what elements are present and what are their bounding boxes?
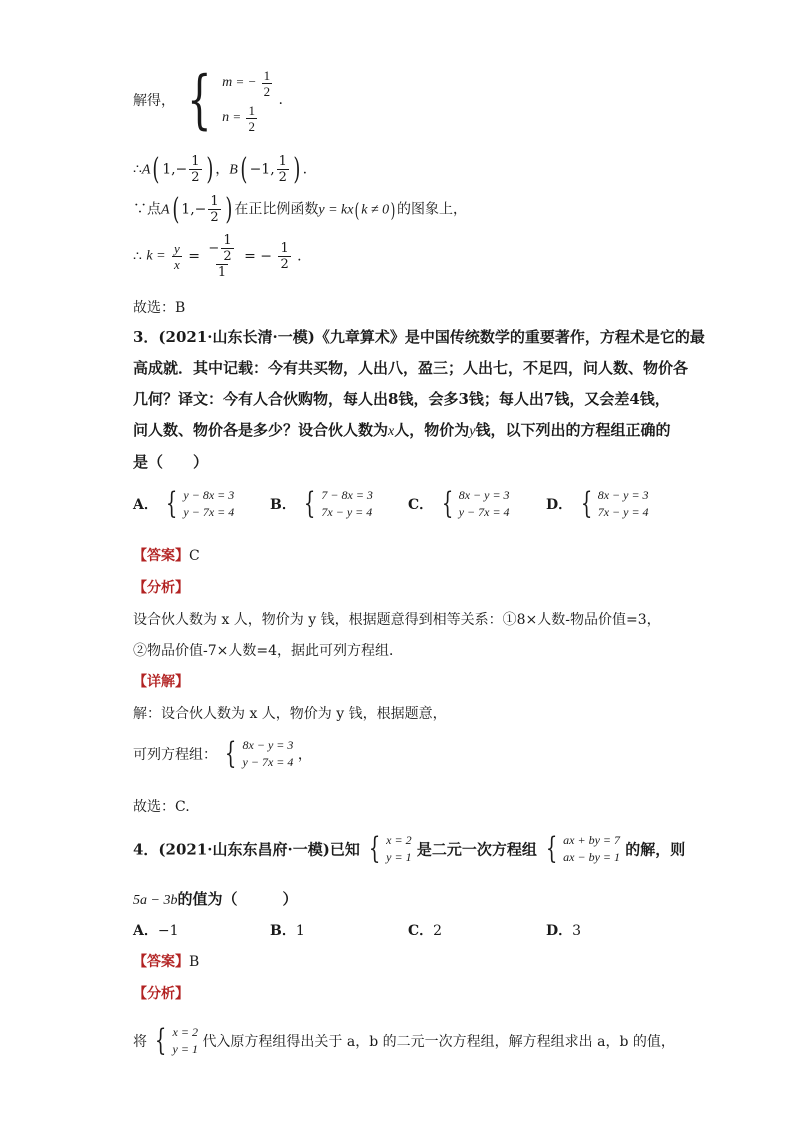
q4-line-2: 5a − 3b的值为（ ） [133,890,298,908]
q3-answer: C [189,548,200,564]
q4-option-d: D．3 [546,923,582,939]
q4-option-a: A．−1 [133,923,179,939]
q3-analysis-tag: 【分析】 [133,580,189,596]
q3-line-2: 高成就．其中记载：今有共买物，人出八，盈三；人出七，不足四，问人数、物价各 [133,359,689,377]
q3-detail-1: 解：设合伙人数为 x 人，物价为 y 钱，根据题意， [133,706,447,722]
q4-analysis-tag: 【分析】 [133,986,189,1002]
q3-option-a: A． { y − 8x = 3 y − 7x = 4 [133,486,235,521]
q3-line-1: 3．(2021·山东长清·一模)《九章算术》是中国传统数学的重要著作，方程术是它的最 [133,328,705,346]
q4-answer: B [189,954,200,970]
q3-line-4: 问人数、物价各是多少？设合伙人数为x人，物价为y钱，以下列出的方程组正确的 [133,421,671,439]
solution-system: { m = − $\frac{1}{2}$ n = $\frac{1}{2}$ [187,63,271,137]
q3-line-3: 几何？译文：今有人合伙购物，每人出8钱，会多3钱；每人出7钱，又会差4钱， [133,390,670,408]
q3-detail-tag: 【详解】 [133,674,189,690]
solve-prefix: 解得， [133,93,175,109]
k-value-line: ∴ k = $\frac{y}{x}$ = − $\frac{1}{2}$ 1 = − $\frac{1}{2}$ . [133,233,302,280]
q3-detail-2: 可列方程组： { 8x − y = 3 y − 7x = 4 ， [133,736,312,771]
solution-system-line: 解得， { m = − $\frac{1}{2}$ n = $\frac{1}{2}$ . [133,63,283,137]
q4-option-c: C．2 [408,923,443,939]
points-line: ∴A( 1,− $\frac{1}{2}$ ) ，B( −1, $\frac{1}{2}$ ) . [133,152,308,187]
q4-line-1: 4．(2021·山东东昌府·一模)已知 { x = 2 y = 1 是二元一次方程组 { ax + by = 7 ax − by = 1 的解，则 [133,831,686,866]
q3-line-5: 是（ ） [133,453,209,471]
answer-tag: 【答案】 [133,548,189,564]
q3-analysis-2: ②物品价值-7×人数=4，据此可列方程组． [133,643,404,659]
q3-answer-line [133,545,200,565]
q3-option-b: B． { 7 − 8x = 3 7x − y = 4 [270,486,373,521]
q3-analysis-1: 设合伙人数为 x 人，物价为 y 钱，根据题意得到相等关系：①8×人数-物品价值=3， [133,612,661,628]
q3-option-d: D． { 8x − y = 3 7x − y = 4 [546,486,649,521]
q4-option-b: B．1 [270,923,305,939]
q4-analysis-line: 将 { x = 2 y = 1 代入原方程组得出关于 a，b 的二元一次方程组，解方程组求出 a，b 的值， [133,1023,675,1058]
q3-final: 故选：C. [133,799,190,815]
point-a-condition: ∵点A( 1,− $\frac{1}{2}$ ) 在正比例函数y = kx( k ≠ 0) 的图象上， [133,192,467,227]
q3-option-c: C． { 8x − y = 3 y − 7x = 4 [408,486,510,521]
q4-answer-line: 【答案】B [133,954,200,970]
q2-answer: 故选：B [133,300,186,316]
